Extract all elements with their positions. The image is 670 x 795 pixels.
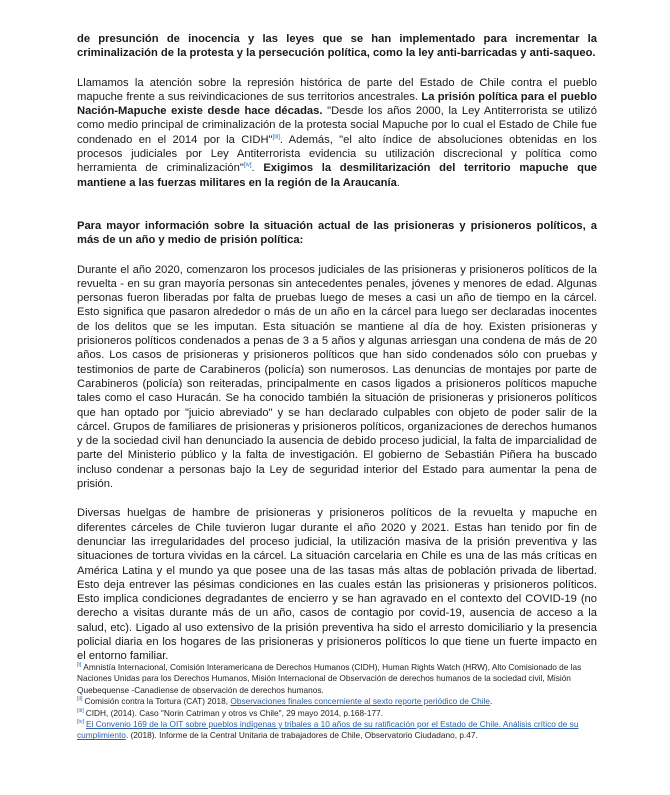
paragraph-mapuche xyxy=(77,76,597,190)
bold-text: Exigimos la desmilitarización del territorio mapuche que mantiene a las fuerzas militares en la región de la Araucanía xyxy=(77,162,598,189)
paragraph-judicial-processes: Durante el año 2020, comenzaron los procesos judiciales de las prisioneras y prisioneros políticos de la revuelta - en su gran mayoría personas sin antecedentes penales, jóvenes y menores de edad. Algunas personas fueron liberadas por falta de pruebas luego de meses a casi un año de tiempo en la cárcel. Esto significa que pasaron alrededor o más de un año en la cárcel para luego ser declaradas inocentes de los delitos que se les imputan. Esta situación se mantiene al día de hoy. Existen prisioneras y prisioneros políticos condenados a penas de 3 a 5 años y algunas arriesgan una condena de más de 20 años. Los casos de prisioneras y prisioneros políticos que han sido condenados sólo con pruebas y testimonios de parte de Carabineros (policía) son numerosos. Las denuncias de montajes por parte de Carabineros (policía) son reiteradas, principalmente en casos ligados a prisioneros políticos mapuche tales como el caso Huracán. Se ha conocido también la situación de prisioneras y prisioneros políticos que han optado por "juicio abreviado" y se han declarado culpables con objeto de poder salir de la cárcel. Grupos de familiares de prisioneras y prisioneros políticos, organizaciones de derechos humanos y de la sociedad civil han denunciado la ausencia de debido proceso judicial, la falta de imparcialidad de parte del Ministerio público y la falta de investigación. El gobierno de Sebastián Piñera ha buscado incluso condenar a personas bajo la Ley de seguridad interior del Estado para aumentar la pena de prisión. xyxy=(77,263,597,491)
footnote-link-cat-report[interactable]: Observaciones finales concerniente al sexto reporte periódico de Chile xyxy=(230,696,491,707)
text-span: . xyxy=(396,176,400,189)
footnote-ii xyxy=(77,696,602,707)
document-page xyxy=(77,32,597,664)
footnote-mark[interactable]: [ii] xyxy=(77,696,83,703)
bold-text: de presunción de inocencia y las leyes que se han implementado para incrementar la criminalización de la protesta y la persecución política, como la ley anti-barricadas y anti-saqueo. xyxy=(77,33,597,60)
footnote-text: Amnistía Internacional, Comisión Interamericana de Derechos Humanos (CIDH), Human Rights Watch (HRW), Alto Comisionado de las Naciones Unidas para los Derechos Humanos, Misión Internacional de Observación de derechos humanos de la sociedad civil, Misión Quebequense -Canadiense de observación de derechos humanos. xyxy=(77,662,582,695)
footnote-iv xyxy=(77,719,602,742)
footnote-ref-iv[interactable]: [iv] xyxy=(243,162,252,169)
section-heading xyxy=(77,219,597,248)
footnote-i xyxy=(77,662,602,696)
footnote-iii xyxy=(77,708,602,719)
bold-text: La prisión política para el pueblo Nación-Mapuche existe desde hace décadas. xyxy=(77,90,597,118)
text-span: "Desde los años 2000, la Ley Antiterrorista se utilizó como medio principal de criminalización de la protesta social Mapuche por lo cual el Estado de Chile fue condenado en el 2014 por la CIDH" xyxy=(77,105,597,146)
footnote-mark[interactable]: [iii] xyxy=(77,707,84,714)
text-span: . Además, "el alto índice de absoluciones obtenidas en los procesos judiciales por Ley Antiterrorista evidencia su utilización discrecional y política como herramienta de criminalización" xyxy=(77,133,597,175)
footnotes xyxy=(77,662,602,742)
footnote-mark[interactable]: [i] xyxy=(77,662,82,669)
footnote-text: . (2018). Informe de la Central Unitaria de trabajadores de Chile, Observatorio Ciudadano, p.47. xyxy=(125,730,478,741)
footnote-ref-iii[interactable]: [iii] xyxy=(272,134,280,141)
paragraph-intro-continuation xyxy=(77,32,597,61)
text-span: Llamamos la atención sobre la represión histórica de parte del Estado de Chile contra el pueblo mapuche frente a sus reivindicaciones de sus territorios ancestrales. xyxy=(77,76,597,103)
footnote-link-oit-convenio[interactable]: El Convenio 169 de la OIT sobre pueblos indígenas y tribales a 10 años de su ratificación por el Estado de Chile. Análisis crítico de su cumplimiento xyxy=(77,719,579,741)
footnote-text: . xyxy=(490,696,493,707)
footnote-text: Comisión contra la Tortura (CAT) 2018, xyxy=(84,696,231,707)
paragraph-hunger-strikes: Diversas huelgas de hambre de prisioneras y prisioneros políticos de la revuelta y mapuche en diferentes cárceles de Chile tuvieron lugar durante el año 2020 y 2021. Estas han tenido por fin de denunciar las irregularidades del proceso judicial, la utilización masiva de la prisión preventiva y las situaciones de tortura vividas en la cárcel. La situación carcelaria en Chile es una de las más críticas en América Latina y el mundo ya que posee una de las tasas más altas de población privada de libertad. Esto deja entrever las pésimas condiciones en las cuales están las prisioneras y prisioneros políticos. Esto implica condiciones degradantes de encierro y se han agravado en el contexto del COVID-19 (no derecho a visitas durante más de un año, casos de contagio por covid-19, ausencia de acceso a la salud, etc). Ligado al uso extensivo de la prisión preventiva ha sido el arresto domiciliario y la presencia policial diaria en los hogares de las prisioneras y prisioneros políticos lo que tiene un fuerte impacto en el entorno familiar. xyxy=(77,507,597,663)
footnote-mark[interactable]: [iv] xyxy=(77,719,85,726)
heading-text: Para mayor información sobre la situación actual de las prisioneras y prisioneros políticos, a más de un año y medio de prisión política: xyxy=(77,219,597,247)
text-span: . xyxy=(251,162,264,175)
footnote-text: CIDH, (2014). Caso "Norin Catriman y otros vs Chile", 29 mayo 2014, p.168-177. xyxy=(85,707,384,718)
